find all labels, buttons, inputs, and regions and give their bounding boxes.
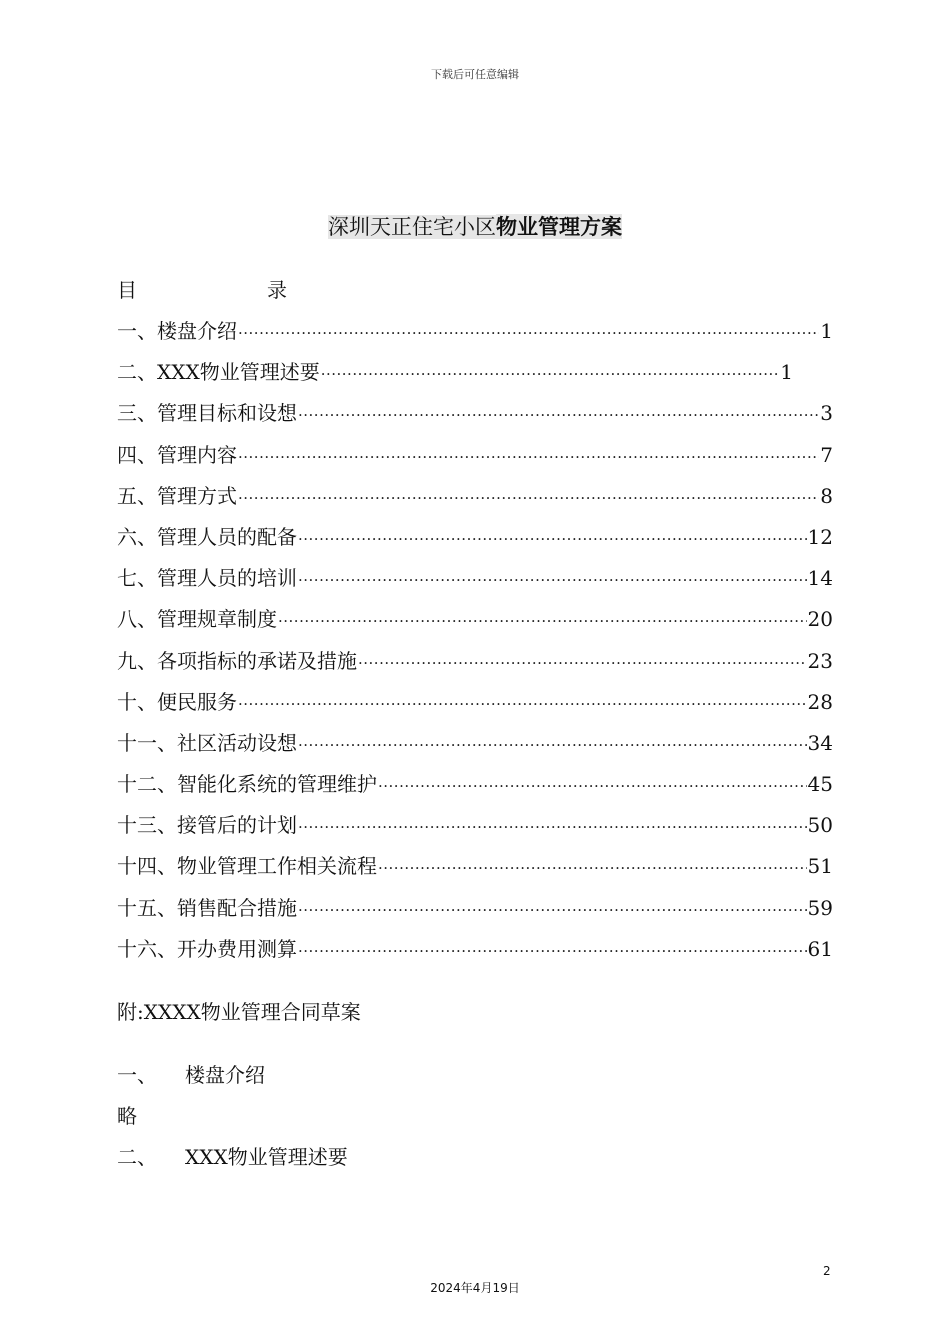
toc-entry-page: 45 <box>807 772 833 797</box>
toc-entry[interactable] <box>117 355 833 396</box>
section-title: XXX物业管理述要 <box>185 1145 348 1169</box>
toc-entry-label: 十三、接管后的计划 <box>117 813 297 838</box>
toc-entry-label: 三、管理目标和设想 <box>117 401 297 426</box>
section-heading-2 <box>117 1141 348 1173</box>
toc-leader-dots <box>358 646 807 680</box>
toc-leader-dots <box>298 522 807 556</box>
toc-entry[interactable] <box>117 396 833 437</box>
toc-entry[interactable] <box>117 314 833 355</box>
toc-entry[interactable] <box>117 685 833 726</box>
toc-leader-dots <box>298 934 807 968</box>
toc-entry-page: 8 <box>820 483 833 508</box>
toc-entry-label: 十二、智能化系统的管理维护 <box>117 772 377 797</box>
toc-leader-dots <box>298 893 807 927</box>
toc-leader-dots <box>238 440 819 474</box>
toc-leader-dots <box>298 398 819 432</box>
toc-entry-page: 23 <box>807 648 833 673</box>
toc-heading-right: 录 <box>267 278 287 302</box>
toc-entry[interactable] <box>117 644 833 685</box>
toc-entry[interactable] <box>117 438 833 479</box>
section-title: 楼盘介绍 <box>185 1063 265 1087</box>
toc-entry-label: 十四、物业管理工作相关流程 <box>117 854 377 879</box>
footer-date: 2024年4月19日 <box>430 1281 520 1295</box>
section-number: 一、 <box>117 1063 157 1087</box>
toc-entry[interactable] <box>117 891 833 932</box>
toc-entry[interactable] <box>117 520 833 561</box>
toc-entry-label: 七、管理人员的培训 <box>117 566 297 591</box>
toc-entry[interactable] <box>117 932 833 973</box>
toc-entry-label: 十一、社区活动设想 <box>117 730 297 755</box>
table-of-contents <box>117 314 833 973</box>
toc-entry[interactable] <box>117 726 833 767</box>
toc-leader-dots <box>378 851 807 885</box>
toc-entry-label: 六、管理人员的配备 <box>117 524 297 549</box>
toc-entry[interactable] <box>117 767 833 808</box>
toc-entry-page: 59 <box>807 895 833 920</box>
toc-entry[interactable] <box>117 849 833 890</box>
toc-leader-dots <box>378 769 807 803</box>
toc-entry-page: 14 <box>807 566 833 591</box>
toc-entry[interactable] <box>117 808 833 849</box>
document-title <box>0 210 950 244</box>
toc-entry-label: 十、便民服务 <box>117 689 237 714</box>
toc-entry-page: 3 <box>820 401 833 426</box>
toc-entry-label: 一、楼盘介绍 <box>117 319 237 343</box>
toc-entry-page: 7 <box>820 442 833 467</box>
toc-heading-left: 目 <box>117 278 137 302</box>
toc-entry-page: 20 <box>807 607 833 632</box>
title-part-bold: 物业管理方案 <box>496 214 622 239</box>
toc-leader-dots <box>238 687 807 721</box>
toc-entry-page: 1 <box>780 360 793 385</box>
toc-leader-dots <box>238 316 819 350</box>
toc-entry[interactable] <box>117 602 833 643</box>
toc-entry-label: 五、管理方式 <box>117 483 237 508</box>
toc-leader-dots <box>321 357 780 391</box>
toc-entry-page: 61 <box>807 936 833 961</box>
section-heading-1 <box>117 1059 265 1091</box>
toc-entry-label: 八、管理规章制度 <box>117 607 277 632</box>
toc-leader-dots <box>238 481 819 515</box>
appendix-line: 附:XXXX物业管理合同草案 <box>117 1000 361 1024</box>
toc-entry-label: 九、各项指标的承诺及措施 <box>117 648 357 673</box>
title-part-normal: 深圳天正住宅小区 <box>328 215 496 239</box>
section-number: 二、 <box>117 1145 157 1169</box>
toc-entry-page: 50 <box>807 813 833 838</box>
section-body-1: 略 <box>117 1104 137 1128</box>
toc-entry-label: 十五、销售配合措施 <box>117 895 297 920</box>
toc-entry-page: 28 <box>807 689 833 714</box>
toc-entry-page: 51 <box>807 854 833 879</box>
toc-leader-dots <box>298 810 807 844</box>
toc-leader-dots <box>298 563 807 597</box>
toc-entry-page: 12 <box>807 524 833 549</box>
toc-entry[interactable] <box>117 479 833 520</box>
toc-leader-dots <box>298 728 807 762</box>
toc-entry-label: 四、管理内容 <box>117 442 237 467</box>
toc-entry-label: 二、XXX物业管理述要 <box>117 360 320 385</box>
toc-entry[interactable] <box>117 561 833 602</box>
page-header-note: 下载后可任意编辑 <box>431 68 519 81</box>
toc-entry-page: 34 <box>807 730 833 755</box>
toc-leader-dots <box>278 604 807 638</box>
page-number: 2 <box>823 1264 831 1278</box>
toc-entry-page: 1 <box>820 319 833 343</box>
toc-entry-label: 十六、开办费用测算 <box>117 936 297 961</box>
toc-heading <box>117 275 287 305</box>
